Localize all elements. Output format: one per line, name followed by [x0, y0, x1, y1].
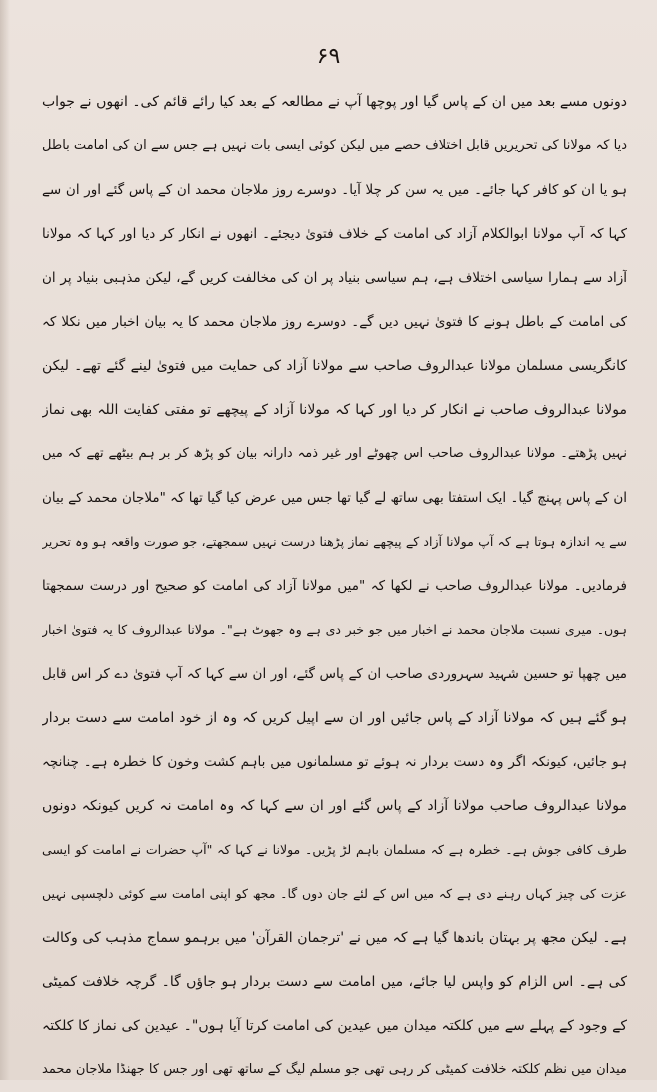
body-text — [42, 80, 627, 1092]
text-line: سے یہ اندازہ ہوتا ہے کہ آپ مولانا آزاد کے پیچھے نماز پڑھنا درست نہیں سمجھتے، جو صورت واقعہ ہو وہ تحریر — [42, 534, 627, 549]
text-line: میں چھپا تو حسین شہید سہروردی صاحب ان کے پاس گئے، اور ان سے کہا کہ آپ فتویٰ دے کر اس قابل — [42, 666, 627, 682]
text-line: ہو یا ان کو کافر کہا جائے۔ میں یہ سن کر چلا آیا۔ دوسرے روز ملاجان محمد ان کے پاس گئے اور ان سے — [42, 182, 627, 198]
text-line: میدان میں نظم کلکتہ خلافت کمیٹی کر رہی تھی جو مسلم لیگ کے ساتھ تھی اور جس کا جھنڈا ملاجان محمد — [42, 1062, 627, 1077]
text-line: ہو جائیں، کیونکہ اگر وہ دست بردار نہ ہوئے تو مسلمانوں میں باہم کشت وخون کا خطرہ ہے۔ چنانچہ — [42, 754, 627, 770]
text-line: ہے۔ لیکن مجھ پر بہتان باندھا گیا ہے کہ میں نے 'ترجمان القرآن' میں برہمو سماج مذہب کی وکالت — [42, 930, 627, 946]
text-line: دیا کہ مولانا کی تحریریں قابل اختلاف حصے میں لیکن کوئی ایسی بات نہیں ہے جس سے ان کی امامت باطل — [42, 138, 627, 153]
text-line: ہوں۔ میری نسبت ملاجان محمد نے اخبار میں جو خبر دی ہے وہ جھوٹ ہے"۔ مولانا عبدالروف کا یہ فتویٰ اخبار — [42, 622, 627, 637]
text-line: فرمادیں۔ مولانا عبدالروف صاحب نے لکھا کہ "میں مولانا آزاد کی امامت کو صحیح اور درست سمجھتا — [42, 578, 627, 594]
page-number: ۶۹ — [316, 44, 341, 69]
text-line: کانگریسی مسلمان مولانا عبدالروف صاحب سے مولانا آزاد کی حمایت میں فتویٰ لینے گئے تھے۔ لیکن — [42, 358, 627, 374]
text-line: کہا کہ آپ مولانا ابوالکلام آزاد کی امامت کے خلاف فتویٰ دیجئے۔ انھوں نے انکار کر دیا اور کہا کہ مولانا — [42, 226, 627, 242]
text-line: ان کے پاس پہنچ گیا۔ ایک استفتا بھی ساتھ لے گیا تھا جس میں عرض کیا گیا تھا کہ "ملاجان محمد کے بیان — [42, 490, 627, 506]
text-line: نہیں پڑھتے۔ مولانا عبدالروف صاحب اس چھوٹے اور غیر ذمہ دارانہ بیان کو پڑھ کر بر ہم بیٹھے تھے کہ میں — [42, 446, 627, 461]
text-line: کی ہے۔ اس الزام کو واپس لیا جائے، میں امامت سے دست بردار ہو جاؤں گا۔ گرچہ خلافت کمیٹی — [42, 974, 627, 990]
text-line: کی امامت کے باطل ہونے کا فتویٰ نہیں دیں گے۔ دوسرے روز ملاجان محمد کا یہ بیان اخبار میں نکلا کہ — [42, 314, 627, 330]
text-line: آزاد سے ہمارا سیاسی اختلاف ہے، ہم سیاسی بنیاد پر ان کی مخالفت کریں گے، لیکن مذہبی بنیاد پر ان — [42, 270, 627, 286]
text-line: دونوں مسے بعد میں ان کے پاس گیا اور پوچھا آپ نے مطالعہ کے بعد کیا رائے قائم کی۔ انھوں نے جواب — [42, 94, 627, 110]
page-spine-shadow — [0, 0, 10, 1080]
text-line: کے وجود کے پہلے سے میں کلکتہ میدان میں عیدین کی امامت کرتا آیا ہوں"۔ عیدین کی نماز کا کلکتہ — [42, 1018, 627, 1034]
text-line: عزت کی چیز کہاں رہنے دی ہے کہ میں اس کے لئے جان دوں گا۔ مجھ کو اپنی امامت سے کوئی دلچسپی نہیں — [42, 886, 627, 901]
text-line: مولانا عبدالروف صاحب مولانا آزاد کے پاس گئے اور ان سے کہا کہ وہ امامت نہ کریں کیونکہ دونوں — [42, 798, 627, 814]
text-line: مولانا عبدالروف صاحب نے انکار کر دیا اور کہا کہ مولانا آزاد کے پیچھے تو مفتی کفایت اللہ بھی نماز — [42, 402, 627, 418]
text-line: طرف کافی جوش ہے۔ خطرہ ہے کہ مسلمان باہم لڑ پڑیں۔ مولانا نے کہا کہ "آپ حضرات نے امامت کو ایسی — [42, 842, 627, 857]
text-line: ہو گئے ہیں کہ مولانا آزاد کے پاس جائیں اور ان سے اپیل کریں کہ وہ از خود امامت سے دست بردار — [42, 710, 627, 726]
